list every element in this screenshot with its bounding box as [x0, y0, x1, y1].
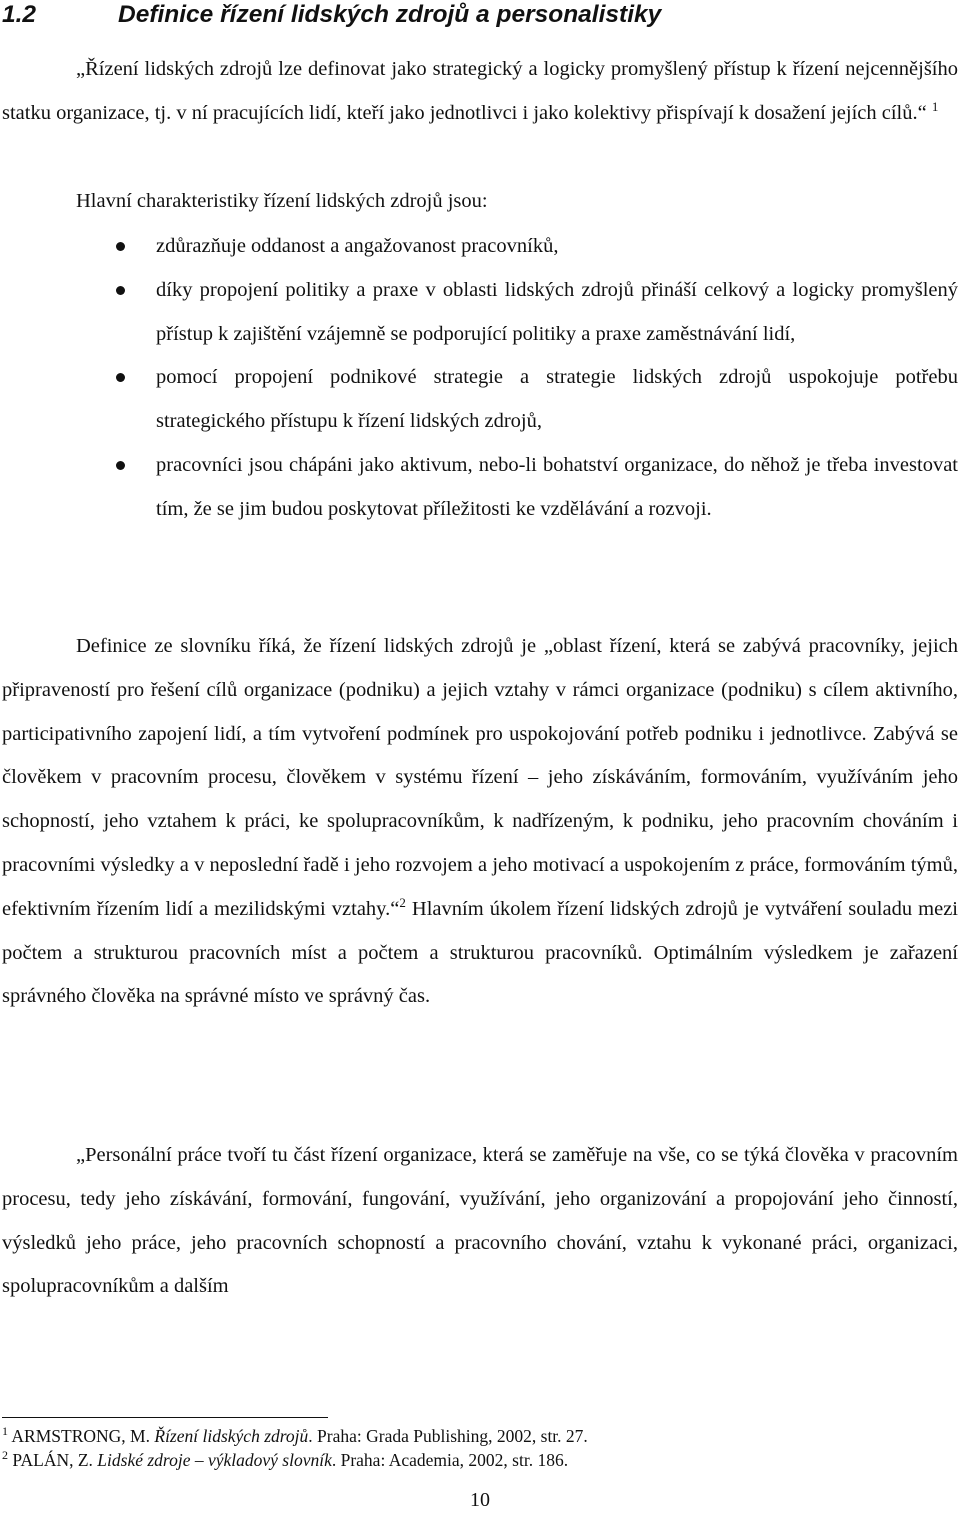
- page-number: 10: [470, 1489, 490, 1511]
- footnote-ref-1: 1: [931, 98, 939, 114]
- footnotes: [2, 1424, 942, 1472]
- definition-continuation: Hlavním úkolem řízení lidských zdrojů je vytváření souladu mezi počtem a strukturou pracovních míst a počtem a strukturou pracovníků. Optimálním výsledkem je zařazení správného člověka na správné místo ve správný čas.: [2, 897, 958, 1008]
- definition-text: Definice ze slovníku říká, že řízení lidských zdrojů je „oblast řízení, která se zabývá pracovníky, jejich připraveností pro řešení cílů organizace (podniku) a jejich vztahy v rámci organizace (podniku) s cílem aktivního, participativního zapojení lidí, a tím vytvoření podmínek pro uspokojování potřeb podniku i jednotlivce. Zabývá se člověkem v pracovním procesu, člověkem v systému řízení – jeho získáváním, formováním, využíváním jeho schopností, jeho vztahem k práci, ke spolupracovníkům, k nadřízeným, k podniku, jeho pracovním chováním i pracovními výsledky a v neposlední řadě i jeho rozvojem a jeho motivací a uspokojením z práce, formováním týmů, efektivním řízením lidí a mezilidskými vztahy.“: [2, 635, 958, 920]
- footnote: [2, 1448, 942, 1472]
- section-title: Definice řízení lidských zdrojů a personalistiky: [118, 1, 662, 28]
- characteristics-list: [0, 225, 958, 532]
- intro-paragraph: [2, 48, 958, 136]
- section-number: 1.2: [2, 1, 37, 28]
- footnote-author: ARMSTRONG, M.: [11, 1426, 155, 1446]
- bullet-icon: [116, 373, 125, 382]
- definition-paragraph: [2, 625, 958, 1019]
- footnote-author: PALÁN, Z.: [12, 1450, 98, 1470]
- personnel-paragraph: [2, 1134, 958, 1309]
- characteristics-lead: Hlavní charakteristiky řízení lidských zdrojů jsou:: [76, 190, 488, 212]
- footnote: [2, 1424, 942, 1448]
- footnote-details: . Praha: Academia, 2002, str. 186.: [331, 1450, 569, 1470]
- footnote-divider: [2, 1417, 328, 1418]
- bullet-icon: [116, 461, 125, 470]
- footnote-title: Lidské zdroje – výkladový slovník: [97, 1450, 332, 1470]
- list-item: [0, 225, 958, 269]
- footnote-title: Řízení lidských zdrojů: [154, 1426, 309, 1446]
- list-item: [0, 269, 958, 357]
- footnote-number: 2: [2, 1448, 8, 1462]
- section-heading: [2, 0, 661, 30]
- intro-quote: „Řízení lidských zdrojů lze definovat jako strategický a logicky promyšlený přístup k řízení nejcennějšího statku organizace, tj. v ní pracujících lidí, kteří jako jednotlivci i jako kolektivy přispívají k dosažení jejích cílů.“: [2, 58, 958, 124]
- list-item-text: zdůrazňuje oddanost a angažovanost pracovníků,: [156, 235, 559, 257]
- list-item: [0, 444, 958, 532]
- footnote-details: . Praha: Grada Publishing, 2002, str. 27.: [308, 1426, 588, 1446]
- footnote-ref-2: 2: [399, 894, 406, 910]
- personnel-quote: „Personální práce tvoří tu část řízení organizace, která se zaměřuje na vše, co se týká člověka v pracovním procesu, tedy jeho získávání, formování, fungování, využívání, jeho organizování a propojování jeho činností, výsledků jeho práce, jeho pracovních schopností a pracovního chování, vztahu k vykonané práci, organizaci, spolupracovníkům a dalším: [2, 1144, 958, 1298]
- list-item-text: díky propojení politiky a praxe v oblasti lidských zdrojů přináší celkový a logicky promyšlený přístup k zajištění vzájemně se podporující politiky a praxe zaměstnávání lidí,: [156, 278, 958, 345]
- list-item-text: pracovníci jsou chápáni jako aktivum, nebo-li bohatství organizace, do něhož je třeba investovat tím, že se jim budou poskytovat příležitosti ke vzdělávání a rozvoji.: [156, 453, 958, 520]
- list-item-text: pomocí propojení podnikové strategie a strategie lidských zdrojů uspokojuje potřebu strategického přístupu k řízení lidských zdrojů,: [156, 366, 958, 433]
- list-item: [0, 356, 958, 444]
- footnote-number: 1: [2, 1424, 8, 1438]
- bullet-icon: [116, 242, 125, 251]
- bullet-icon: [116, 286, 125, 295]
